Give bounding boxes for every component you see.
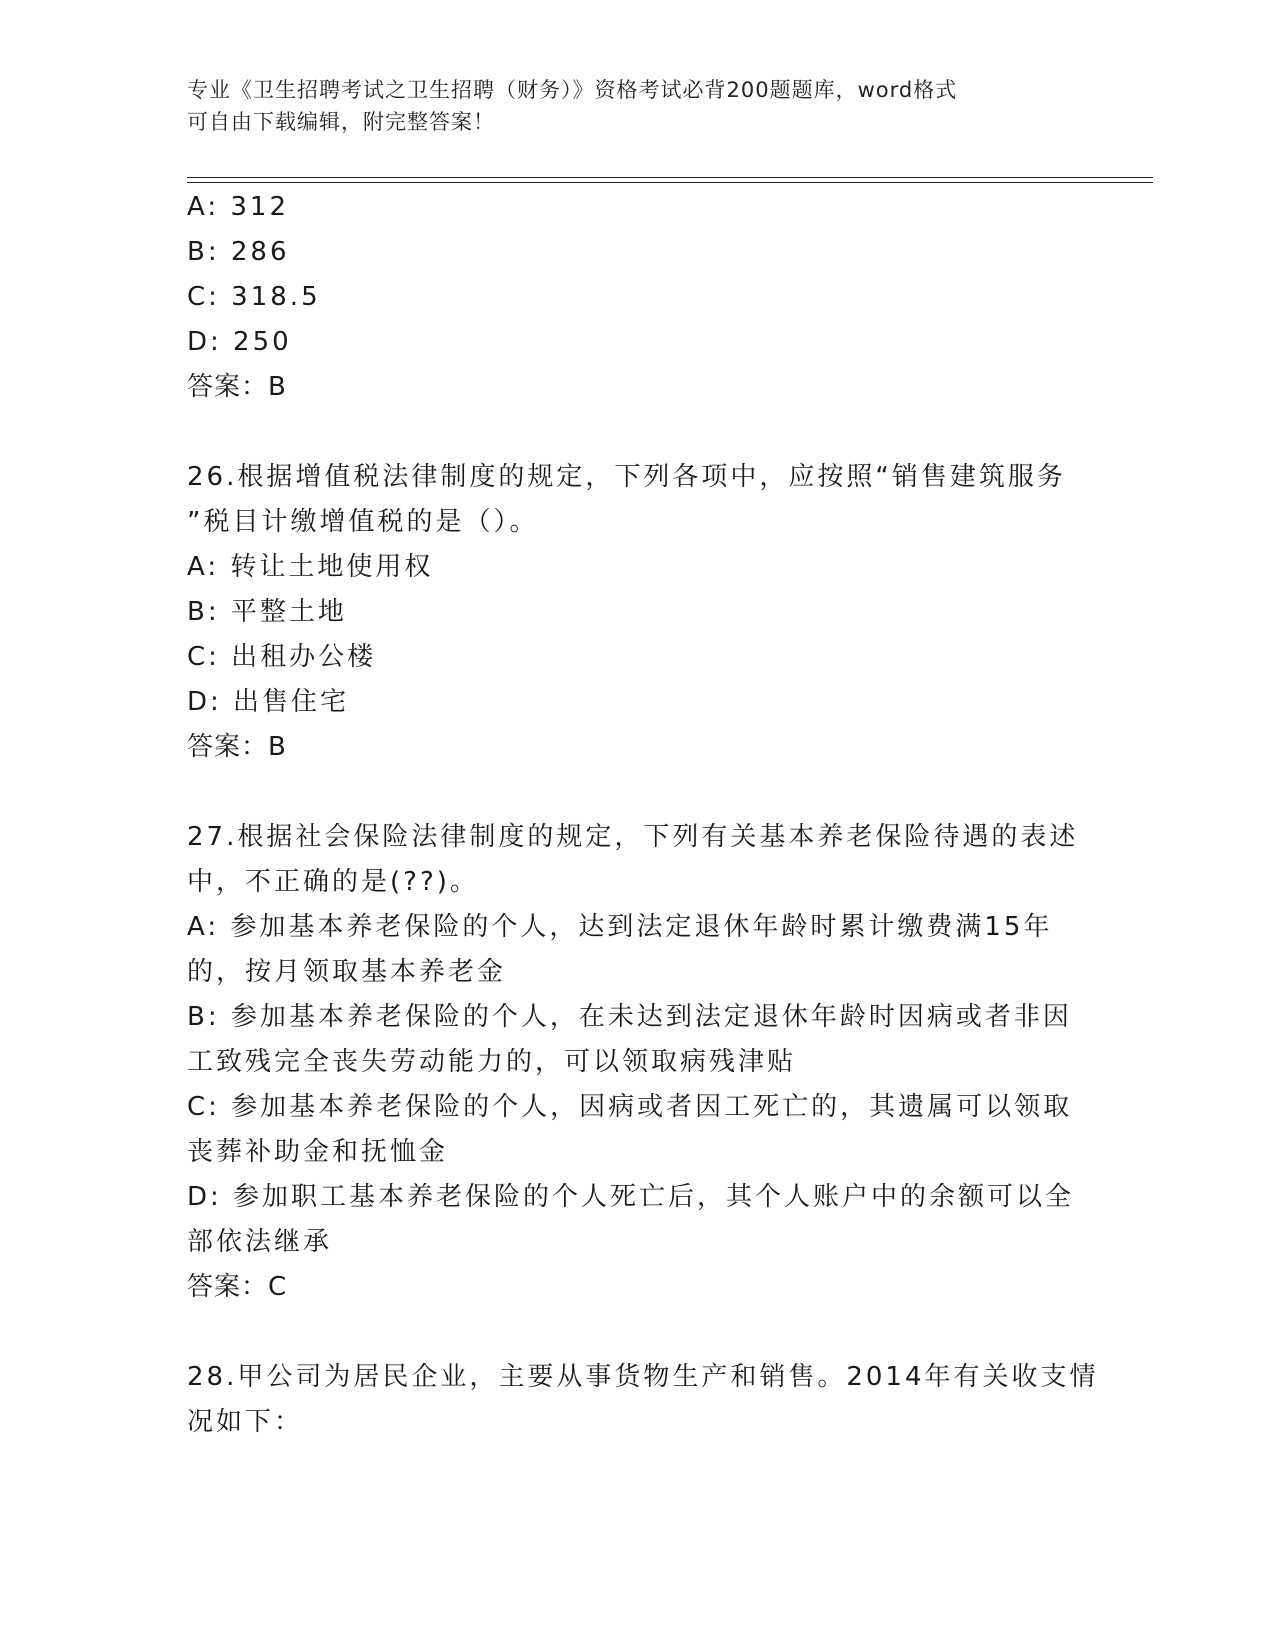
q27-option-b-line-1: B: 参加基本养老保险的个人，在未达到法定退休年龄时因病或者非因 (187, 1002, 1072, 1032)
q25-answer: 答案：B (187, 372, 287, 402)
q27-option-d-line-2: 部依法继承 (187, 1227, 333, 1257)
q28-stem-line-1: 28.甲公司为居民企业，主要从事货物生产和销售。2014年有关收支情 (187, 1362, 1099, 1392)
header-divider-top (187, 177, 1153, 178)
q26-option-a: A: 转让土地使用权 (187, 552, 434, 582)
q27-option-c-line-2: 丧葬补助金和抚恤金 (187, 1137, 449, 1167)
q25-option-a: A: 312 (187, 192, 289, 222)
q26-stem-line-1: 26.根据增值税法律制度的规定，下列各项中，应按照“销售建筑服务 (187, 462, 1066, 492)
q26-stem-line-2: ”税目计缴增值税的是（）。 (187, 507, 539, 537)
q25-option-d: D: 250 (187, 327, 292, 357)
header-divider-bottom (187, 182, 1153, 183)
q27-option-a-line-1: A: 参加基本养老保险的个人，达到法定退休年龄时累计缴费满15年 (187, 912, 1053, 942)
header-line-1: 专业《卫生招聘考试之卫生招聘（财务）》资格考试必背200题题库，word格式 (187, 78, 958, 102)
document-header (187, 74, 1087, 138)
q26-answer: 答案：B (187, 732, 287, 762)
q27-option-c-line-1: C: 参加基本养老保险的个人，因病或者因工死亡的，其遗属可以领取 (187, 1092, 1073, 1122)
q26-option-b: B: 平整土地 (187, 597, 347, 627)
q27-stem-line-1: 27.根据社会保险法律制度的规定，下列有关基本养老保险待遇的表述 (187, 822, 1079, 852)
q25-option-b: B: 286 (187, 237, 290, 267)
q26-option-c: C: 出租办公楼 (187, 642, 377, 672)
q27-option-d-line-1: D: 参加职工基本养老保险的个人死亡后，其个人账户中的余额可以全 (187, 1182, 1075, 1212)
q28-stem-line-2: 况如下： (187, 1407, 304, 1437)
q27-answer: 答案：C (187, 1272, 288, 1302)
q27-option-a-line-2: 的，按月领取基本养老金 (187, 957, 507, 987)
q27-option-b-line-2: 工致残完全丧失劳动能力的，可以领取病残津贴 (187, 1047, 797, 1077)
q25-option-c: C: 318.5 (187, 282, 321, 312)
q26-option-d: D: 出售住宅 (187, 687, 350, 717)
header-line-2: 可自由下载编辑，附完整答案！ (187, 110, 495, 134)
q27-stem-line-2: 中，不正确的是(??)。 (187, 867, 479, 897)
